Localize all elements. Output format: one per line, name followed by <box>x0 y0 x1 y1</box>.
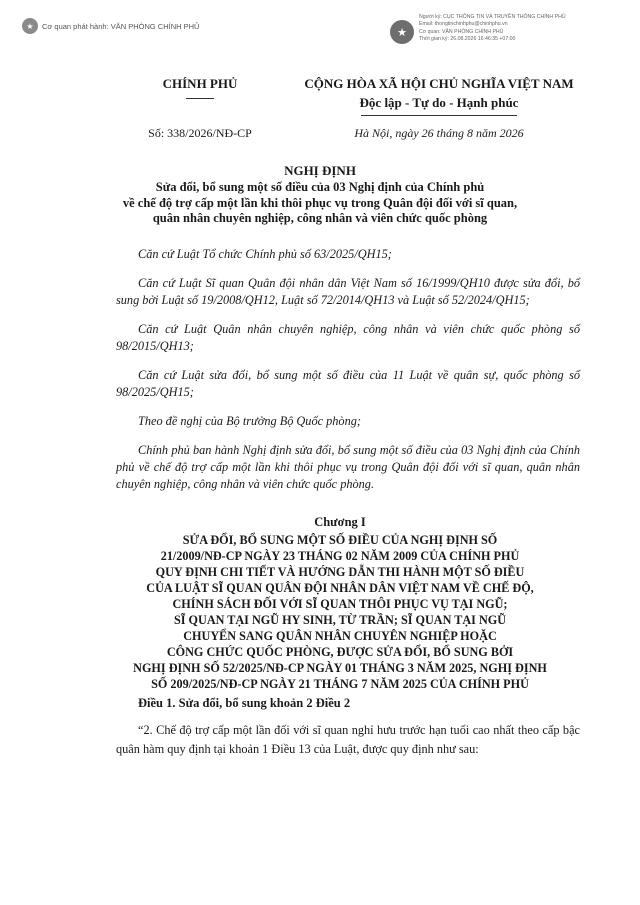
preamble-paragraph: Căn cứ Luật sửa đổi, bổ sung một số điều của 11 Luật về quân sự, quốc phòng số 98/2025/QH15; <box>116 368 580 399</box>
nation-name: CỘNG HÒA XÃ HỘI CHỦ NGHĨA VIỆT NAM <box>304 76 574 91</box>
article-1 <box>116 696 580 759</box>
agency-name: CHÍNH PHỦ <box>162 76 238 91</box>
agency-header <box>130 76 270 99</box>
chapter-heading <box>100 515 580 692</box>
signer-line: Email: thongtinchinhphu@chinhphu.vn <box>419 21 508 28</box>
article-body: “2. Chế độ trợ cấp một lần đối với sĩ quan nghỉ hưu trước hạn tuổi cao nhất theo cấp bậc quân hàm quy định tại khoản 1 Điều 13 của Luật, được quy định như sau: <box>116 723 580 756</box>
chapter-title-line: CHÍNH SÁCH ĐỐI VỚI SĨ QUAN THÔI PHỤC VỤ TẠI NGŨ; <box>172 597 508 611</box>
preamble-paragraph: Theo đề nghị của Bộ trưởng Bộ Quốc phòng; <box>138 414 361 428</box>
chapter-number: Chương I <box>314 515 366 529</box>
national-emblem-icon: ★ <box>22 18 38 34</box>
chapter-title-line: 21/2009/NĐ-CP NGÀY 23 THÁNG 02 NĂM 2009 CỦA CHÍNH PHỦ <box>160 549 520 563</box>
issuer-strip <box>22 18 199 34</box>
document-number: Số: 338/2026/NĐ-CP <box>148 126 252 140</box>
preamble-paragraph: Căn cứ Luật Quân nhân chuyên nghiệp, công nhân và viên chức quốc phòng số 98/2015/QH13; <box>116 322 580 353</box>
chapter-title-line: CÔNG CHỨC QUỐC PHÒNG, ĐƯỢC SỬA ĐỔI, BỔ SUNG BỞI <box>166 645 514 659</box>
chapter-title-line: CỦA LUẬT SĨ QUAN QUÂN ĐỘI NHÂN DÂN VIỆT NAM VỀ CHẾ ĐỘ, <box>146 581 534 595</box>
preamble-paragraph: Căn cứ Luật Sĩ quan Quân đội nhân dân Việt Nam số 16/1999/QH10 được sửa đổi, bổ sung bởi Luật số 19/2008/QH12, Luật số 72/2014/QH13 và Luật số 52/2024/QH15; <box>116 276 580 307</box>
enactment-paragraph: Chính phủ ban hành Nghị định sửa đổi, bổ sung một số điều của 03 Nghị định của Chính phủ về chế độ trợ cấp một lần khi thôi phục vụ trong Quân đội đối với sĩ quan, quân nhân chuyên nghiệp, công nhân và viên chức quốc phòng. <box>116 443 580 491</box>
preamble <box>116 246 580 493</box>
preamble-paragraph: Căn cứ Luật Tổ chức Chính phủ số 63/2025/QH15; <box>138 247 392 261</box>
title-block <box>70 163 570 227</box>
agency-underline <box>186 98 214 99</box>
chapter-title-line: SĨ QUAN TẠI NGŨ HY SINH, TỪ TRẦN; SĨ QUAN TẠI NGŨ <box>173 613 507 627</box>
signer-line: Cơ quan: VĂN PHÒNG CHÍNH PHỦ <box>419 28 504 35</box>
place-date: Hà Nội, ngày 26 tháng 8 năm 2026 <box>354 126 524 140</box>
subject-line: về chế độ trợ cấp một lần khi thôi phục vụ trong Quân đội đối với sĩ quan, <box>122 195 518 210</box>
national-motto: Độc lập - Tự do - Hạnh phúc <box>359 95 519 110</box>
subject-line: Sửa đổi, bổ sung một số điều của 03 Nghị định của Chính phủ <box>155 180 485 194</box>
national-header <box>268 76 610 116</box>
document-type: NGHỊ ĐỊNH <box>284 163 356 178</box>
subject-line: quân nhân chuyên nghiệp, công nhân và viên chức quốc phòng <box>152 211 488 225</box>
digital-signature-block <box>390 14 566 44</box>
issuer-line: Cơ quan phát hành: VĂN PHÒNG CHÍNH PHỦ <box>42 21 200 31</box>
motto-underline <box>361 115 517 116</box>
chapter-title-line: CHUYỂN SANG QUÂN NHÂN CHUYÊN NGHIỆP HOẶC <box>183 629 497 643</box>
chapter-title-line: SỬA ĐỔI, BỔ SUNG MỘT SỐ ĐIỀU CỦA NGHỊ ĐỊNH SỐ <box>182 533 498 547</box>
chapter-title-line: QUY ĐỊNH CHI TIẾT VÀ HƯỚNG DẪN THI HÀNH MỘT SỐ ĐIỀU <box>155 565 525 579</box>
chapter-title-line: SỐ 209/2025/NĐ-CP NGÀY 21 THÁNG 7 NĂM 2025 CỦA CHÍNH PHỦ <box>151 677 529 691</box>
signer-line: Thời gian ký: 26.08.2026 16:46:35 +07:00 <box>419 36 516 43</box>
article-heading: Điều 1. Sửa đổi, bổ sung khoản 2 Điều 2 <box>138 696 351 710</box>
signature-emblem-icon: ★ <box>390 20 414 44</box>
chapter-title-line: NGHỊ ĐỊNH SỐ 52/2025/NĐ-CP NGÀY 01 THÁNG 3 NĂM 2025, NGHỊ ĐỊNH <box>133 661 547 675</box>
signer-line: Người ký: CỤC THÔNG TIN VÀ TRUYỀN THÔNG CHÍNH PHỦ <box>419 14 566 20</box>
